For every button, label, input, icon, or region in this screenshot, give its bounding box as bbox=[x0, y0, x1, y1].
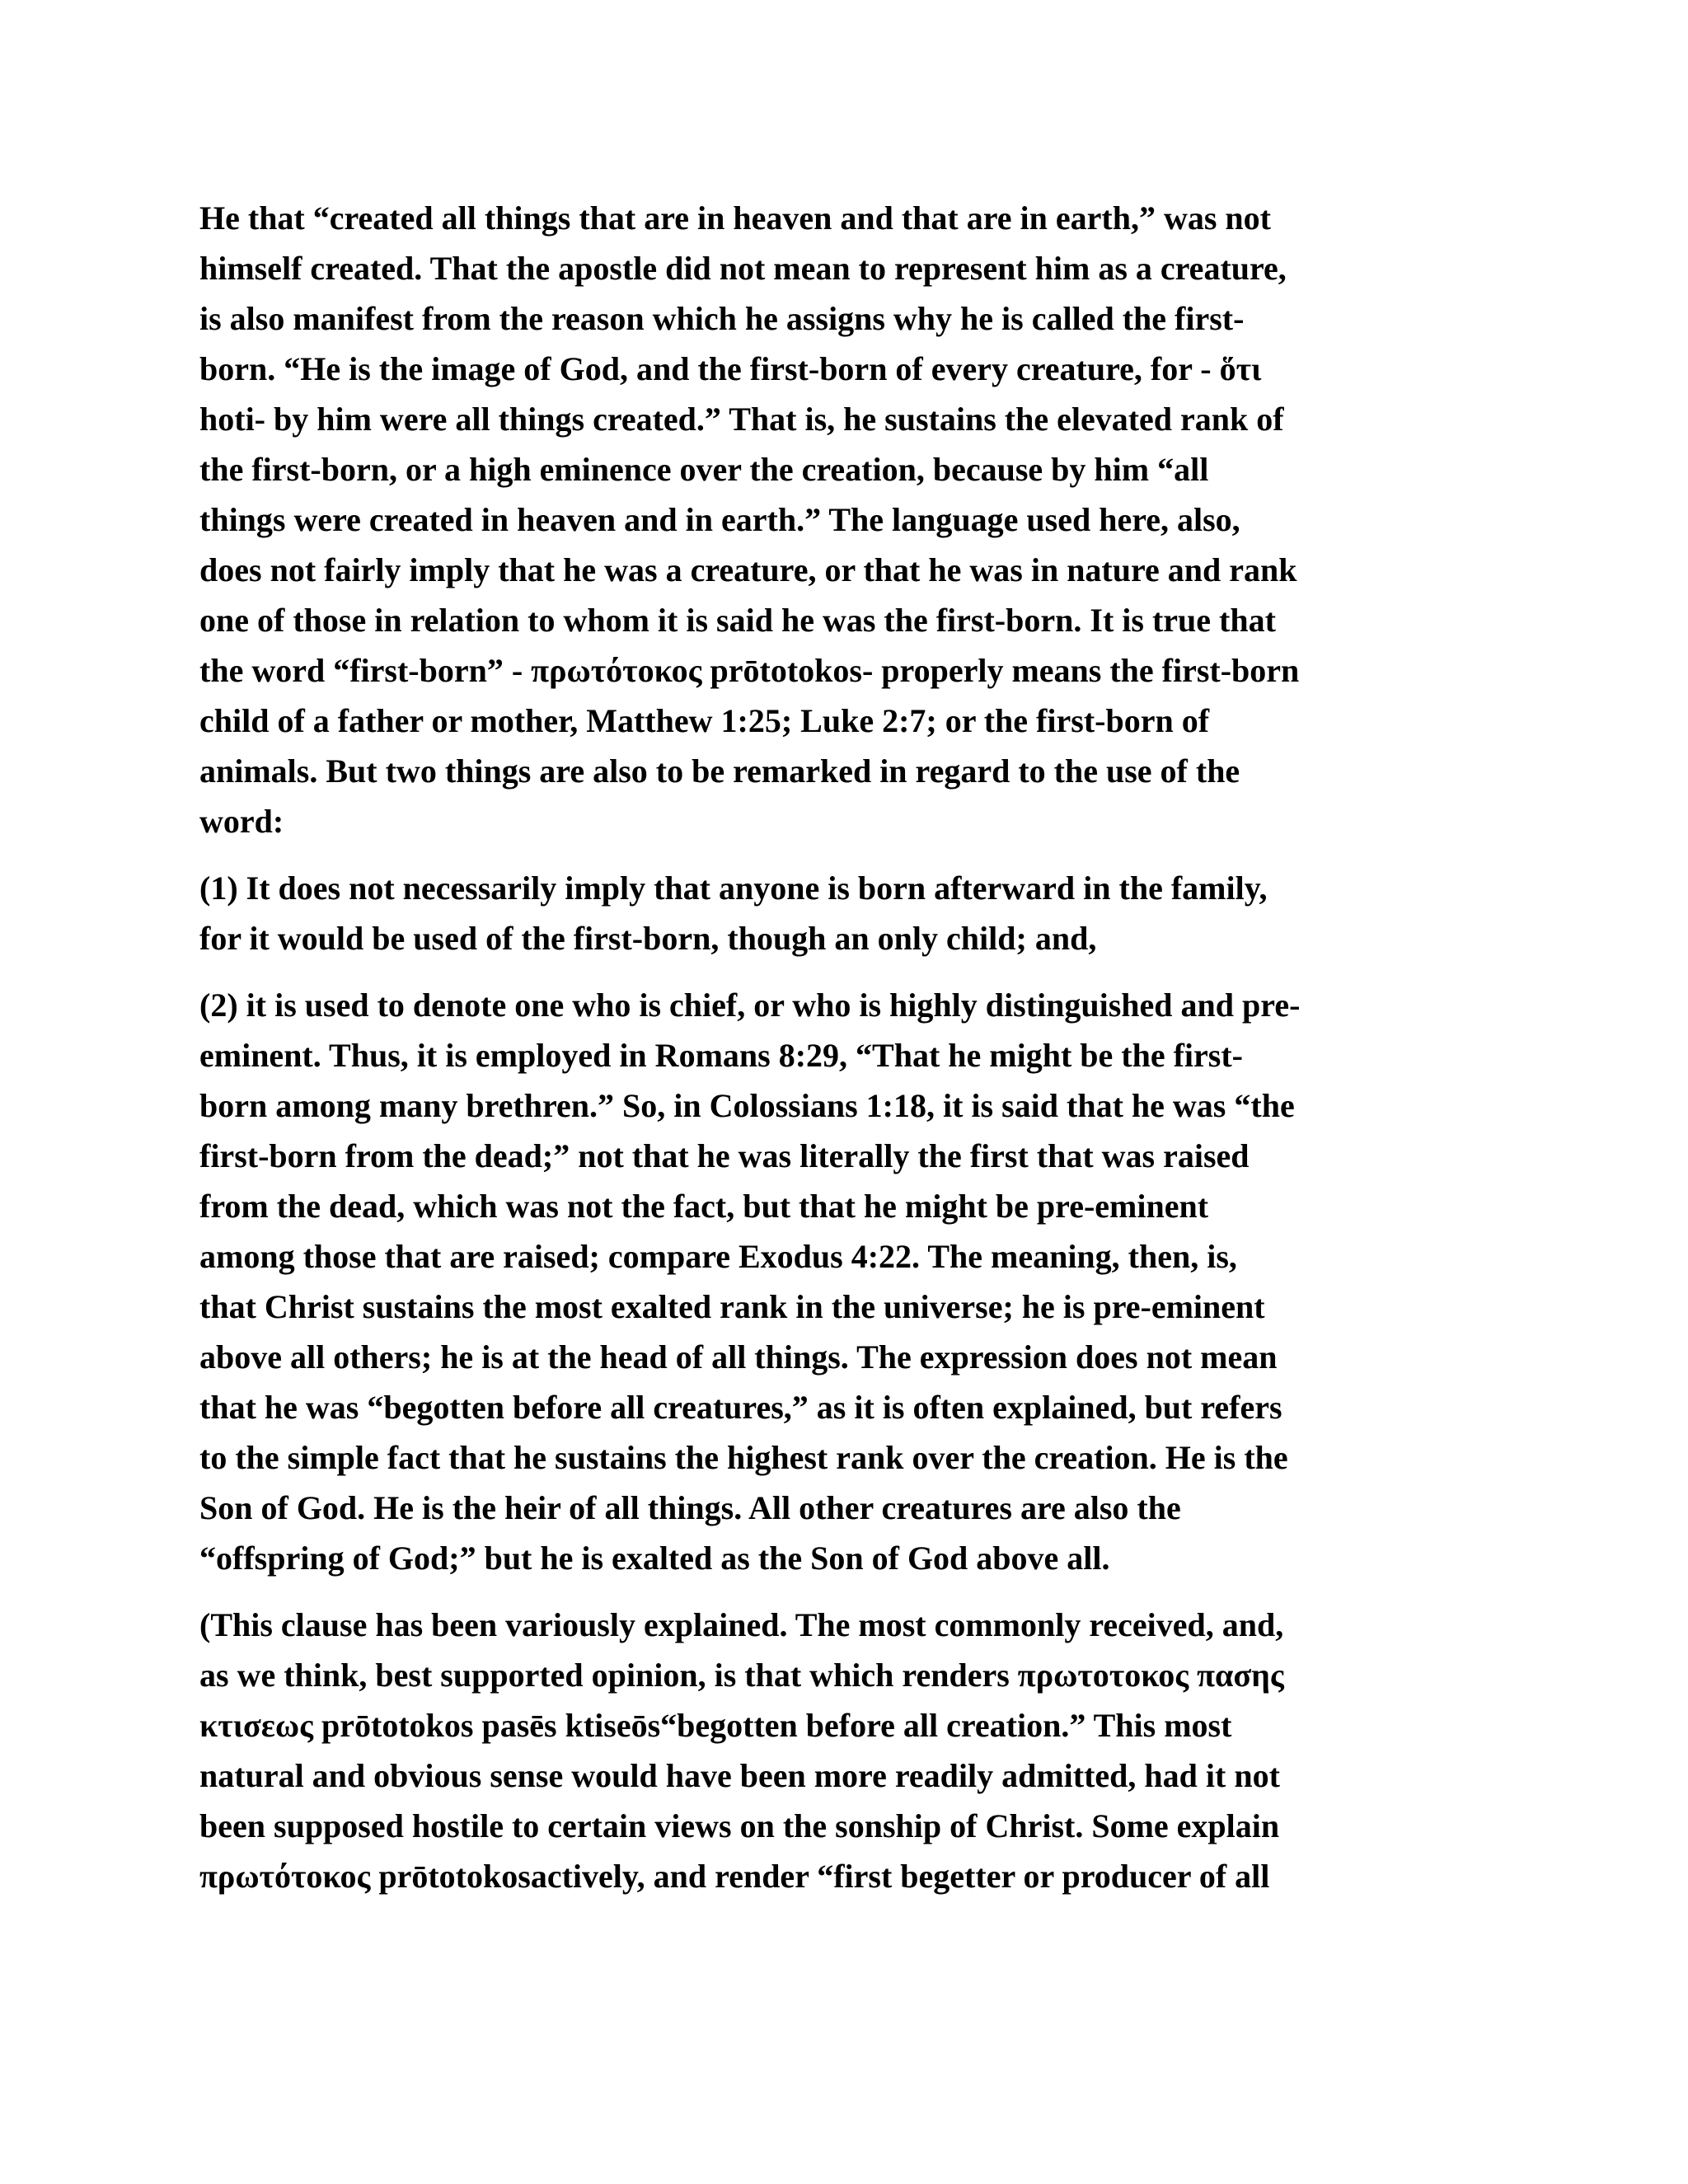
text-line: born. “He is the image of God, and the first-born of every creature, for - ὅτι bbox=[199, 350, 1262, 387]
text-line: that Christ sustains the most exalted rank in the universe; he is pre-eminent bbox=[199, 1288, 1265, 1325]
text-line: eminent. Thus, it is employed in Romans 8:29, “That he might be the first- bbox=[199, 1037, 1243, 1074]
text-line: πρωτότοκος prōtotokosactively, and render “first begetter or producer of all bbox=[199, 1858, 1270, 1895]
text-line: first-born from the dead;” not that he was literally the first that was raised bbox=[199, 1137, 1250, 1174]
text-line: He that “created all things that are in heaven and that are in earth,” was not bbox=[199, 199, 1271, 237]
text-line: been supposed hostile to certain views on the sonship of Christ. Some explain bbox=[199, 1807, 1280, 1844]
text-line: does not fairly imply that he was a creature, or that he was in nature and rank bbox=[199, 551, 1297, 588]
text-line: (This clause has been variously explained. The most commonly received, and, bbox=[199, 1606, 1284, 1643]
text-line: “offspring of God;” but he is exalted as the Son of God above all. bbox=[199, 1540, 1110, 1577]
paragraph-3 bbox=[199, 980, 1502, 1583]
text-line: (1) It does not necessarily imply that anyone is born afterward in the family, bbox=[199, 869, 1268, 907]
text-line: is also manifest from the reason which he assigns why he is called the first- bbox=[199, 300, 1245, 337]
text-line: word: bbox=[199, 803, 284, 840]
text-line: born among many brethren.” So, in Colossians 1:18, it is said that he was “the bbox=[199, 1087, 1295, 1124]
text-line: things were created in heaven and in earth.” The language used here, also, bbox=[199, 501, 1240, 538]
text-line: the word “first-born” - πρωτότοκος prōtotokos- properly means the first-born bbox=[199, 652, 1300, 689]
text-line: child of a father or mother, Matthew 1:25; Luke 2:7; or the first-born of bbox=[199, 702, 1210, 739]
paragraph-4 bbox=[199, 1600, 1502, 1901]
text-line: from the dead, which was not the fact, but that he might be pre-eminent bbox=[199, 1188, 1209, 1225]
text-line: as we think, best supported opinion, is that which renders πρωτοτοκος πασης bbox=[199, 1657, 1284, 1694]
text-line: among those that are raised; compare Exodus 4:22. The meaning, then, is, bbox=[199, 1238, 1237, 1275]
text-line: Son of God. He is the heir of all things. All other creatures are also the bbox=[199, 1489, 1181, 1526]
text-line: (2) it is used to denote one who is chief, or who is highly distinguished and pre- bbox=[199, 987, 1301, 1024]
text-line: one of those in relation to whom it is said he was the first-born. It is true that bbox=[199, 602, 1276, 639]
text-line: the first-born, or a high eminence over the creation, because by him “all bbox=[199, 451, 1209, 488]
paragraph-2 bbox=[199, 863, 1502, 963]
text-line: animals. But two things are also to be remarked in regard to the use of the bbox=[199, 752, 1240, 790]
text-line: hoti- by him were all things created.” That is, he sustains the elevated rank of bbox=[199, 401, 1284, 438]
body-text bbox=[199, 193, 1502, 1918]
text-line: natural and obvious sense would have been more readily admitted, had it not bbox=[199, 1757, 1280, 1794]
text-line: κτισεως prōtotokos pasēs ktiseōs“begotten before all creation.” This most bbox=[199, 1707, 1232, 1744]
text-line: above all others; he is at the head of all things. The expression does not mean bbox=[199, 1338, 1278, 1376]
text-line: for it would be used of the first-born, though an only child; and, bbox=[199, 920, 1097, 957]
paragraph-1 bbox=[199, 193, 1502, 846]
text-line: that he was “begotten before all creatures,” as it is often explained, but refers bbox=[199, 1389, 1282, 1426]
text-line: to the simple fact that he sustains the highest rank over the creation. He is the bbox=[199, 1439, 1288, 1476]
text-line: himself created. That the apostle did not mean to represent him as a creature, bbox=[199, 250, 1287, 287]
